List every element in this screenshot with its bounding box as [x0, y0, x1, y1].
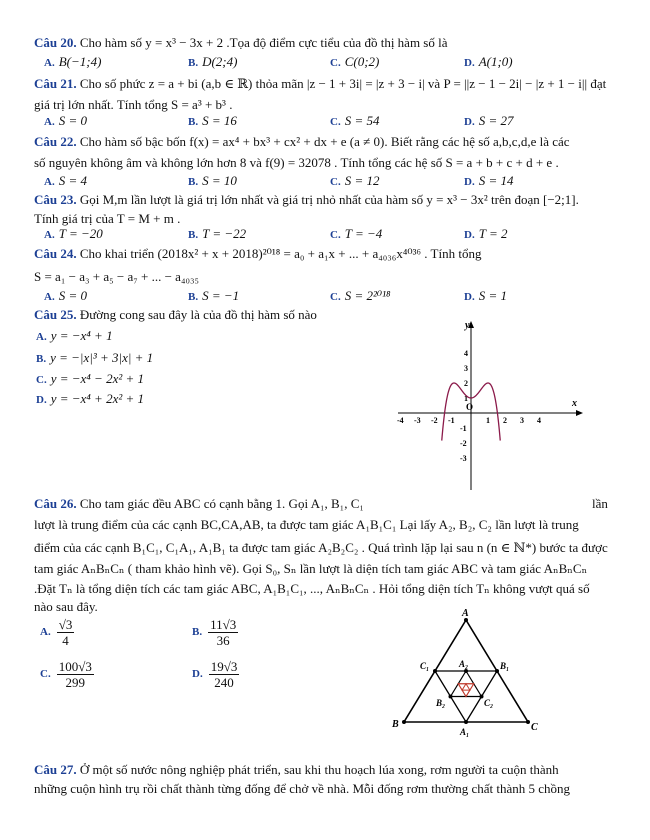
y-tick-label: 1 [464, 394, 468, 403]
x-tick-label: -4 [397, 416, 404, 425]
q24-option-d[interactable]: D. S = 1 [464, 288, 507, 303]
q25-option-b[interactable]: B. y = −|x|³ + 3|x| + 1 [36, 350, 154, 365]
x-tick-label: 3 [520, 416, 524, 425]
q26-triangle-figure [388, 606, 548, 738]
q23-stem: Câu 23. Gọi M,m lần lượt là giá trị lớn nhất và giá trị nhỏ nhất của hàm số y = x³ − 3x² trên đoạn [−2;1]. [34, 192, 579, 207]
q27-stem-2: những cuộn hình trụ rồi chất thành từng đống để chở về nhà. Mỗi đống rơm thường chất thành 5 chồng [34, 781, 571, 796]
label-b: B [392, 719, 399, 730]
q21-option-c[interactable]: C. S = 54 [330, 113, 380, 128]
q21-option-a[interactable]: A. S = 0 [44, 113, 87, 128]
q27-stem: Câu 27. Ở một số nước nông nghiệp phát triển, sau khi thu hoạch lúa xong, rơm người ta cuộn thành [34, 762, 559, 777]
x-axis-arrow-icon [576, 410, 583, 416]
q26-option-d[interactable]: D. $\frac{19√3}{240}$ [192, 659, 238, 690]
q25-graph [395, 318, 590, 493]
q21-option-d[interactable]: D. S = 27 [464, 113, 514, 128]
q21-stem-2: giá trị lớn nhất. Tính tổng S = a³ + b³ . [34, 97, 233, 112]
label-c2: C₂ [484, 698, 494, 708]
label-b2: B₂ [436, 698, 446, 708]
label-a: A [462, 608, 469, 619]
q23-stem-2: Tính giá trị của T = M + m . [34, 211, 181, 226]
q26-stem-4: điểm của các cạnh B₁C₁, C₁A₁, A₁B₁ ta được tam giác A₂B₂C₂ . Quá trình lặp lại sau n (n ∈ ℕ*) bước ta được [34, 540, 608, 555]
x-tick-label: -2 [431, 416, 438, 425]
point-a2 [464, 669, 468, 673]
y-tick-label: -3 [460, 454, 467, 463]
point-a1 [464, 720, 468, 724]
q26-stem-5: tam giác AₙBₙCₙ ( tham khảo hình vẽ). Gọi S₀, Sₙ lần lượt là diện tích tam giác ABC và tam giác AₙBₙCₙ [34, 561, 588, 576]
q20-label: Câu 20. [34, 35, 77, 50]
q26-stem-end: lần [592, 496, 608, 511]
q20-text: Cho hàm số y = x³ − 3x + 2 .Tọa độ điểm cực tiểu của đồ thị hàm số là [79, 35, 448, 50]
label-a2: A₂ [459, 659, 469, 669]
q25-option-a[interactable]: A. y = −x⁴ + 1 [36, 328, 113, 343]
q22-option-c[interactable]: C. S = 12 [330, 173, 380, 188]
point-b1 [495, 669, 499, 673]
q24-option-c[interactable]: C. S = 2²⁰¹⁸ [330, 288, 391, 303]
q23-option-b[interactable]: B. T = −22 [188, 226, 247, 241]
q23-option-c[interactable]: C. T = −4 [330, 226, 383, 241]
q24-stem: Câu 24. Cho khai triển (2018x² + x + 2018)²⁰¹⁸ = a₀ + a₁x + ... + a₄₀₃₆x⁴⁰³⁶ . Tính tổng [34, 246, 482, 261]
triangle-a4b4c4 [462, 684, 470, 690]
x-tick-labels [397, 416, 541, 425]
point-c1 [433, 669, 437, 673]
q26-stem: Câu 26. Cho tam giác đều ABC có cạnh bằng 1. Gọi A₁, B₁, C₁ [34, 496, 364, 511]
label-a1: A₁ [460, 727, 470, 737]
q24-option-a[interactable]: A. S = 0 [44, 288, 87, 303]
q23-option-d[interactable]: D. T = 2 [464, 226, 508, 241]
label-c: C [531, 722, 538, 733]
q20-stem [34, 35, 448, 51]
q26-stem-6: .Đặt Tₙ là tổng diện tích các tam giác ABC, A₁B₁C₁, ..., AₙBₙCₙ . Hỏi tổng diện tích Tₙ không vượt quá số [34, 581, 590, 596]
q24-stem-2: S = a₁ − a₃ + a₅ − a₇ + ... − a₄₀₃₅ [34, 269, 200, 284]
q26-option-a[interactable]: A. $\frac{√3}{4}$ [40, 617, 73, 648]
q23-option-a[interactable]: A. T = −20 [44, 226, 103, 241]
label-b1: B₁ [500, 661, 510, 671]
q20-option-c[interactable]: C. C(0;2) [330, 54, 380, 69]
q22-option-b[interactable]: B. S = 10 [188, 173, 237, 188]
q20-option-d[interactable]: D. A(1;0) [464, 54, 513, 69]
q20-option-b[interactable]: B. D(2;4) [188, 54, 238, 69]
label-c1: C₁ [420, 661, 430, 671]
q22-option-a[interactable]: A. S = 4 [44, 173, 87, 188]
y-tick-label: 2 [464, 379, 468, 388]
y-tick-label: 4 [464, 349, 468, 358]
y-tick-label: -2 [460, 439, 467, 448]
y-tick-label: -1 [460, 424, 467, 433]
q26-option-c[interactable]: C. $\frac{100√3}{299}$ [40, 659, 92, 690]
q26-stem-3: lượt là trung điểm của các cạnh BC,CA,AB, ta được tam giác A₁B₁C₁ Lại lấy A₂, B₂, C₂ lần lượt là trung [34, 517, 579, 532]
x-tick-label: 4 [537, 416, 541, 425]
q20-option-a[interactable]: A. B(−1;4) [44, 54, 102, 69]
q22-stem-2: số nguyên không âm và không lớn hơn 8 và f(9) = 32078 . Tính tổng các hệ số S = a + b + c + d + e . [34, 155, 559, 170]
q21-stem: Câu 21. Cho số phức z = a + bi (a,b ∈ ℝ) thỏa mãn |z − 1 + 3i| = |z + 3 − i| và P = ||z − 1 − 2i| − |z + 1 − i|| đạt [34, 76, 607, 91]
y-axis-label: y [465, 320, 470, 331]
q24-option-b[interactable]: B. S = −1 [188, 288, 240, 303]
q26-option-b[interactable]: B. $\frac{11√3}{36}$ [192, 617, 237, 648]
q25-option-d[interactable]: D. y = −x⁴ + 2x² + 1 [36, 391, 145, 406]
point-c [526, 720, 530, 724]
q22-option-d[interactable]: D. S = 14 [464, 173, 514, 188]
x-tick-label: -1 [448, 416, 455, 425]
point-b2 [449, 695, 453, 699]
point-c2 [480, 695, 484, 699]
x-tick-label: 2 [503, 416, 507, 425]
x-tick-label: -3 [414, 416, 421, 425]
q25-stem: Câu 25. Đường cong sau đây là của đồ thị hàm số nào [34, 307, 317, 322]
q26-stem-7: nào sau đây. [34, 599, 98, 614]
q21-option-b[interactable]: B. S = 16 [188, 113, 237, 128]
y-tick-label: 3 [464, 364, 468, 373]
x-tick-label: 1 [486, 416, 490, 425]
origin-label: O [466, 402, 474, 412]
x-axis-label: x [572, 398, 577, 409]
q25-option-c[interactable]: C. y = −x⁴ − 2x² + 1 [36, 371, 145, 386]
q22-stem: Câu 22. Cho hàm số bậc bốn f(x) = ax⁴ + bx³ + cx² + dx + e (a ≠ 0). Biết rằng các hệ số a,b,c,d,e là các [34, 134, 570, 149]
point-b [402, 720, 406, 724]
